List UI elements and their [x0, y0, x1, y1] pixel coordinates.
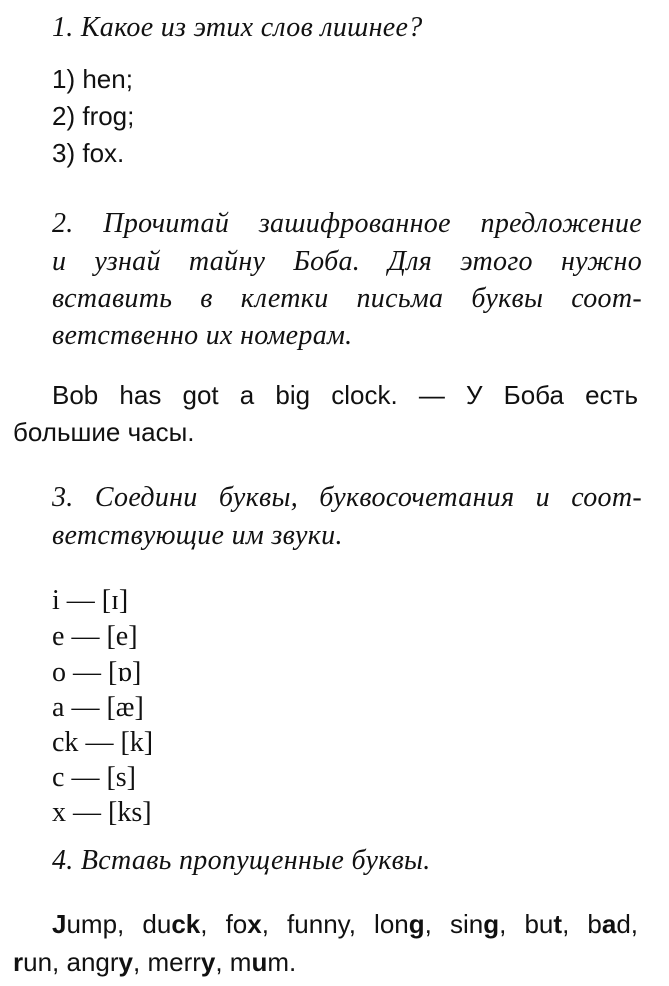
task2-line-2: и узнай тайну Боба. Для этого нужно — [52, 246, 642, 277]
sound-pair-ck: ck — [k] — [52, 727, 154, 758]
task1-option-2: 2) frog; — [52, 101, 135, 131]
sound-pair-i: i — [ɪ] — [52, 585, 129, 616]
sound-pair-x: x — [ks] — [52, 797, 152, 828]
task4-words-line-2: run, angry, merry, mum. — [13, 947, 297, 977]
task4-question: 4. Вставь пропущенные буквы. — [52, 845, 431, 876]
task2-line-4: ветственно их номерам. — [52, 320, 353, 351]
task2-answer-line-2: большие часы. — [13, 417, 195, 447]
sound-pair-o: o — [ɒ] — [52, 657, 142, 688]
task2-line-1: 2. Прочитай зашифрованное предложение — [52, 208, 642, 239]
task1-question: 1. Какое из этих слов лишнее? — [52, 12, 423, 43]
task1-option-3: 3) fox. — [52, 138, 125, 168]
sound-pair-e: e — [e] — [52, 621, 138, 652]
task2-answer-line-1: Bob has got a big clock. — У Боба есть — [52, 380, 638, 410]
task1-option-1: 1) hen; — [52, 64, 133, 94]
sound-pair-c: c — [s] — [52, 762, 136, 793]
sound-pair-a: a — [æ] — [52, 692, 144, 723]
task2-line-3: вставить в клетки письма буквы соот- — [52, 283, 642, 314]
task4-words-line-1: Jump, duck, fox, funny, long, sing, but, bad, — [52, 909, 639, 939]
task3-line-2: ветствующие им звуки. — [52, 520, 343, 551]
task3-line-1: 3. Соедини буквы, буквосочетания и соот- — [52, 482, 642, 513]
